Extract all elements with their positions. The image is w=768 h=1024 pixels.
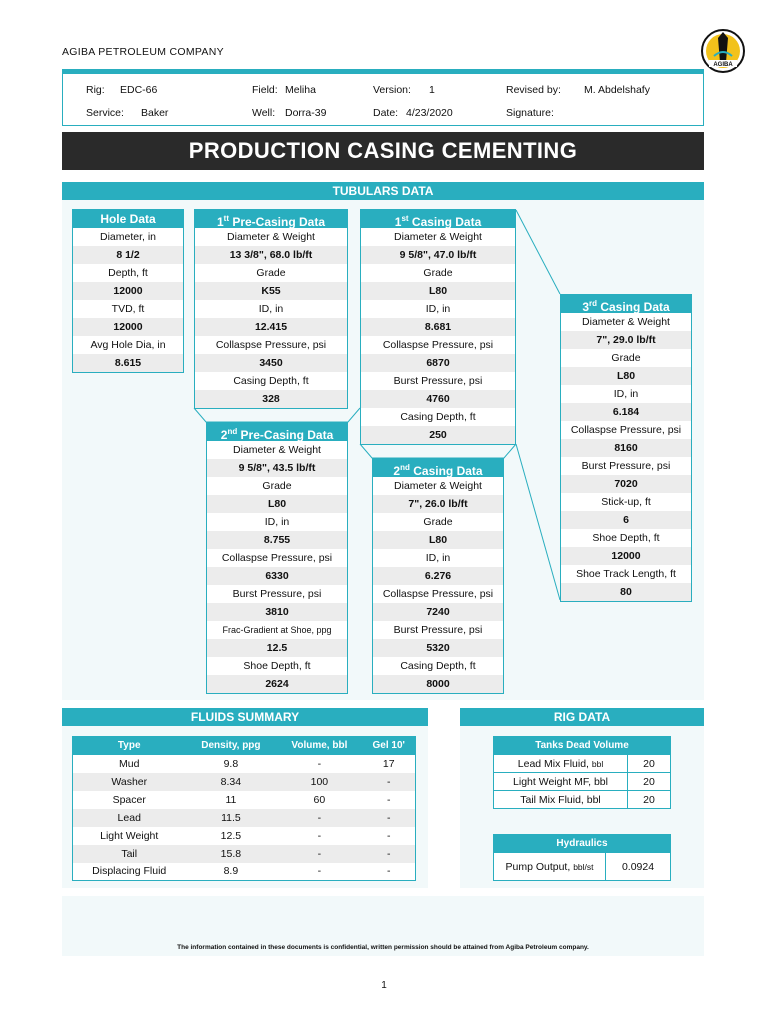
field-value: 6.276 bbox=[373, 567, 503, 585]
field-value: 6330 bbox=[207, 567, 347, 585]
field-value: 9 5/8", 43.5 lb/ft bbox=[207, 459, 347, 477]
page-title: PRODUCTION CASING CEMENTING bbox=[62, 132, 704, 170]
well-label: Well: bbox=[252, 107, 276, 119]
table-cell: Spacer bbox=[112, 793, 146, 806]
well-value: Dorra-39 bbox=[285, 107, 327, 119]
field-label: Collaspse Pressure, psi bbox=[221, 552, 333, 564]
rig-heading: RIG DATA bbox=[460, 708, 704, 726]
fluids-column-header: Volume, bbl bbox=[276, 737, 362, 755]
field-value: 5320 bbox=[373, 639, 503, 657]
field-label: Diameter & Weight bbox=[394, 480, 482, 492]
field-label: Depth, ft bbox=[108, 267, 148, 279]
tanks-body bbox=[494, 755, 671, 809]
fluids-column-header: Gel 10' bbox=[362, 737, 415, 755]
pre-casing-2-title: 2nd Pre-Casing Data bbox=[207, 423, 347, 441]
field-value: 3810 bbox=[207, 603, 347, 621]
field-value: 6.184 bbox=[561, 403, 691, 421]
casing-3-card bbox=[560, 294, 692, 602]
field-value: 80 bbox=[561, 583, 691, 601]
field-value: Meliha bbox=[285, 84, 316, 96]
table-cell: 60 bbox=[313, 793, 326, 806]
field-label: TVD, ft bbox=[111, 303, 145, 315]
tank-row bbox=[494, 755, 671, 773]
company-name: AGIBA PETROLEUM COMPANY bbox=[62, 46, 224, 58]
casing-3-rows bbox=[561, 313, 691, 601]
logo-text: AGIBA bbox=[713, 62, 733, 68]
field-value: 12.415 bbox=[195, 318, 347, 336]
tank-value: 20 bbox=[628, 773, 671, 791]
field-value: 8.681 bbox=[361, 318, 515, 336]
field-value: 3450 bbox=[195, 354, 347, 372]
field-label: Grade bbox=[256, 267, 286, 279]
fluids-column-header: Type bbox=[73, 737, 186, 755]
field-label: Burst Pressure, psi bbox=[581, 460, 671, 472]
field-label: Casing Depth, ft bbox=[400, 660, 476, 672]
casing-1-rows bbox=[361, 228, 515, 444]
table-cell: - bbox=[386, 829, 391, 842]
table-cell: 8.9 bbox=[223, 865, 239, 878]
field-value: 6870 bbox=[361, 354, 515, 372]
field-label: Shoe Track Length, ft bbox=[576, 568, 676, 580]
tank-label: Tail Mix Fluid, bbl bbox=[494, 791, 628, 809]
field-value: 7", 29.0 lb/ft bbox=[561, 331, 691, 349]
field-value: L80 bbox=[207, 495, 347, 513]
pump-output-value: 0.0924 bbox=[606, 853, 671, 881]
version-value: 1 bbox=[429, 84, 435, 96]
fluids-column-header: Density, ppg bbox=[185, 737, 276, 755]
field-value: 9 5/8", 47.0 lb/ft bbox=[361, 246, 515, 264]
casing-2-rows bbox=[373, 477, 503, 693]
field-label: Grade bbox=[423, 516, 453, 528]
field-value: L80 bbox=[361, 282, 515, 300]
field-value: 7020 bbox=[561, 475, 691, 493]
table-cell: - bbox=[362, 809, 415, 827]
field-label: Casing Depth, ft bbox=[400, 411, 476, 423]
hydraulics-title: Hydraulics bbox=[494, 835, 671, 853]
table-cell: 17 bbox=[382, 757, 395, 770]
table-cell: 12.5 bbox=[220, 829, 242, 842]
page-number: 1 bbox=[381, 980, 387, 991]
table-cell: - bbox=[317, 757, 322, 770]
rig-value: EDC-66 bbox=[120, 84, 158, 96]
table-cell: - bbox=[362, 845, 415, 863]
table-cell: - bbox=[317, 865, 322, 878]
table-cell: Lead bbox=[73, 809, 186, 827]
field-label: Grade bbox=[611, 352, 641, 364]
casing-3-title: 3rd Casing Data bbox=[561, 295, 691, 313]
fluids-header-row bbox=[73, 737, 416, 755]
hole-data-rows bbox=[73, 228, 183, 372]
field-label: Grade bbox=[423, 267, 453, 279]
field-value: 12000 bbox=[561, 547, 691, 565]
field-value: 8.615 bbox=[73, 354, 183, 372]
field-label: ID, in bbox=[425, 552, 451, 564]
table-row bbox=[73, 773, 416, 791]
fluids-heading: FLUIDS SUMMARY bbox=[62, 708, 428, 726]
table-cell: 11.5 bbox=[185, 809, 276, 827]
field-label: Diameter & Weight bbox=[233, 444, 321, 456]
field-label: Collaspse Pressure, psi bbox=[570, 424, 682, 436]
casing-2-card bbox=[372, 458, 504, 694]
field-value: 7", 26.0 lb/ft bbox=[373, 495, 503, 513]
field-value: K55 bbox=[195, 282, 347, 300]
version-label: Version: bbox=[373, 84, 411, 96]
field-label: ID, in bbox=[613, 388, 639, 400]
table-cell: Displacing Fluid bbox=[92, 865, 167, 878]
field-value: L80 bbox=[561, 367, 691, 385]
field-label: Grade bbox=[262, 480, 292, 492]
field-label: Diameter & Weight bbox=[582, 316, 670, 328]
date-label: Date: bbox=[373, 107, 399, 119]
field-value: 12000 bbox=[73, 282, 183, 300]
field-label: Collaspse Pressure, psi bbox=[215, 339, 327, 351]
table-cell: - bbox=[362, 773, 415, 791]
date-value: 4/23/2020 bbox=[406, 107, 453, 119]
field-value: 328 bbox=[195, 390, 347, 408]
table-row bbox=[73, 809, 416, 827]
table-cell: Tail bbox=[73, 845, 186, 863]
field-label: Burst Pressure, psi bbox=[232, 588, 322, 600]
casing-1-title: 1st Casing Data bbox=[361, 210, 515, 228]
pre-casing-1-card bbox=[194, 209, 348, 409]
revised-label: Revised by: bbox=[506, 84, 561, 96]
field-value: 6 bbox=[561, 511, 691, 529]
field-value: L80 bbox=[373, 531, 503, 549]
table-row bbox=[73, 791, 416, 809]
table-cell: - bbox=[317, 829, 322, 842]
field-label: Field: bbox=[252, 84, 278, 96]
field-label: Collaspse Pressure, psi bbox=[382, 339, 494, 351]
field-value: 250 bbox=[361, 426, 515, 444]
field-label: ID, in bbox=[258, 303, 284, 315]
pre-casing-2-card bbox=[206, 422, 348, 694]
field-label: ID, in bbox=[425, 303, 451, 315]
pre-casing-2-rows bbox=[207, 441, 347, 693]
tank-row bbox=[494, 773, 671, 791]
hole-data-card bbox=[72, 209, 184, 373]
table-cell: Mud bbox=[119, 757, 140, 770]
tank-label: Light Weight MF, bbl bbox=[494, 773, 628, 791]
field-value: 8 1/2 bbox=[73, 246, 183, 264]
table-cell: 9.8 bbox=[223, 757, 239, 770]
signature-label: Signature: bbox=[506, 107, 554, 119]
tank-label: Lead Mix Fluid, bbl bbox=[494, 755, 628, 773]
field-label: ID, in bbox=[264, 516, 290, 528]
table-cell: Washer bbox=[73, 773, 186, 791]
hydraulics-table bbox=[493, 834, 671, 881]
field-label: Burst Pressure, psi bbox=[393, 624, 483, 636]
field-label: Burst Pressure, psi bbox=[393, 375, 483, 387]
table-cell: 11 bbox=[225, 793, 237, 806]
fluids-table bbox=[72, 736, 416, 881]
pre-casing-1-title: $1^{tt}$ Pre-Casing Data bbox=[195, 210, 347, 228]
confidentiality-note: The information contained in these documents is confidential, written permission should be attained from Agiba Petroleum company. bbox=[177, 944, 589, 951]
field-label: Diameter & Weight bbox=[394, 231, 482, 243]
field-value: 7240 bbox=[373, 603, 503, 621]
field-value: 12.5 bbox=[207, 639, 347, 657]
hole-data-title: Hole Data bbox=[73, 210, 183, 228]
tank-value: 20 bbox=[628, 791, 671, 809]
service-value: Baker bbox=[141, 107, 169, 119]
field-label: Collaspse Pressure, psi bbox=[382, 588, 494, 600]
field-value: 2624 bbox=[207, 675, 347, 693]
tanks-title: Tanks Dead Volume bbox=[494, 737, 671, 755]
field-label: Casing Depth, ft bbox=[233, 375, 309, 387]
table-cell: 15.8 bbox=[185, 845, 276, 863]
casing-1-card bbox=[360, 209, 516, 445]
field-label: Diameter & Weight bbox=[227, 231, 315, 243]
revised-value: M. Abdelshafy bbox=[584, 84, 650, 96]
field-value: 8.755 bbox=[207, 531, 347, 549]
tank-value: 20 bbox=[628, 755, 671, 773]
pump-output-label: Pump Output, bbl/st bbox=[494, 853, 606, 881]
service-label: Service: bbox=[86, 107, 124, 119]
field-value: 8160 bbox=[561, 439, 691, 457]
field-value: 13 3/8", 68.0 lb/ft bbox=[195, 246, 347, 264]
casing-2-title: 2nd Casing Data bbox=[373, 459, 503, 477]
table-row bbox=[73, 863, 416, 881]
table-cell: - bbox=[276, 809, 362, 827]
table-row bbox=[73, 755, 416, 773]
field-label: Avg Hole Dia, in bbox=[90, 339, 166, 351]
rig-label: Rig: bbox=[86, 84, 105, 96]
field-value: 4760 bbox=[361, 390, 515, 408]
table-cell: Light Weight bbox=[100, 829, 159, 842]
field-value: 12000 bbox=[73, 318, 183, 336]
table-row bbox=[73, 845, 416, 863]
tanks-table bbox=[493, 736, 671, 809]
field-label: Shoe Depth, ft bbox=[592, 532, 660, 544]
pre-casing-1-rows bbox=[195, 228, 347, 408]
table-cell: - bbox=[386, 865, 391, 878]
tank-row bbox=[494, 791, 671, 809]
table-cell: 100 bbox=[276, 773, 362, 791]
field-label: Diameter, in bbox=[99, 231, 157, 243]
table-row bbox=[73, 827, 416, 845]
field-label: Frac-Gradient at Shoe, ppg bbox=[222, 625, 332, 635]
table-cell: - bbox=[386, 793, 391, 806]
field-value: 8000 bbox=[373, 675, 503, 693]
tubulars-heading: TUBULARS DATA bbox=[62, 182, 704, 200]
field-label: Stick-up, ft bbox=[601, 496, 651, 508]
table-cell: 8.34 bbox=[185, 773, 276, 791]
table-cell: - bbox=[276, 845, 362, 863]
fluids-body bbox=[73, 755, 416, 881]
field-label: Shoe Depth, ft bbox=[243, 660, 311, 672]
